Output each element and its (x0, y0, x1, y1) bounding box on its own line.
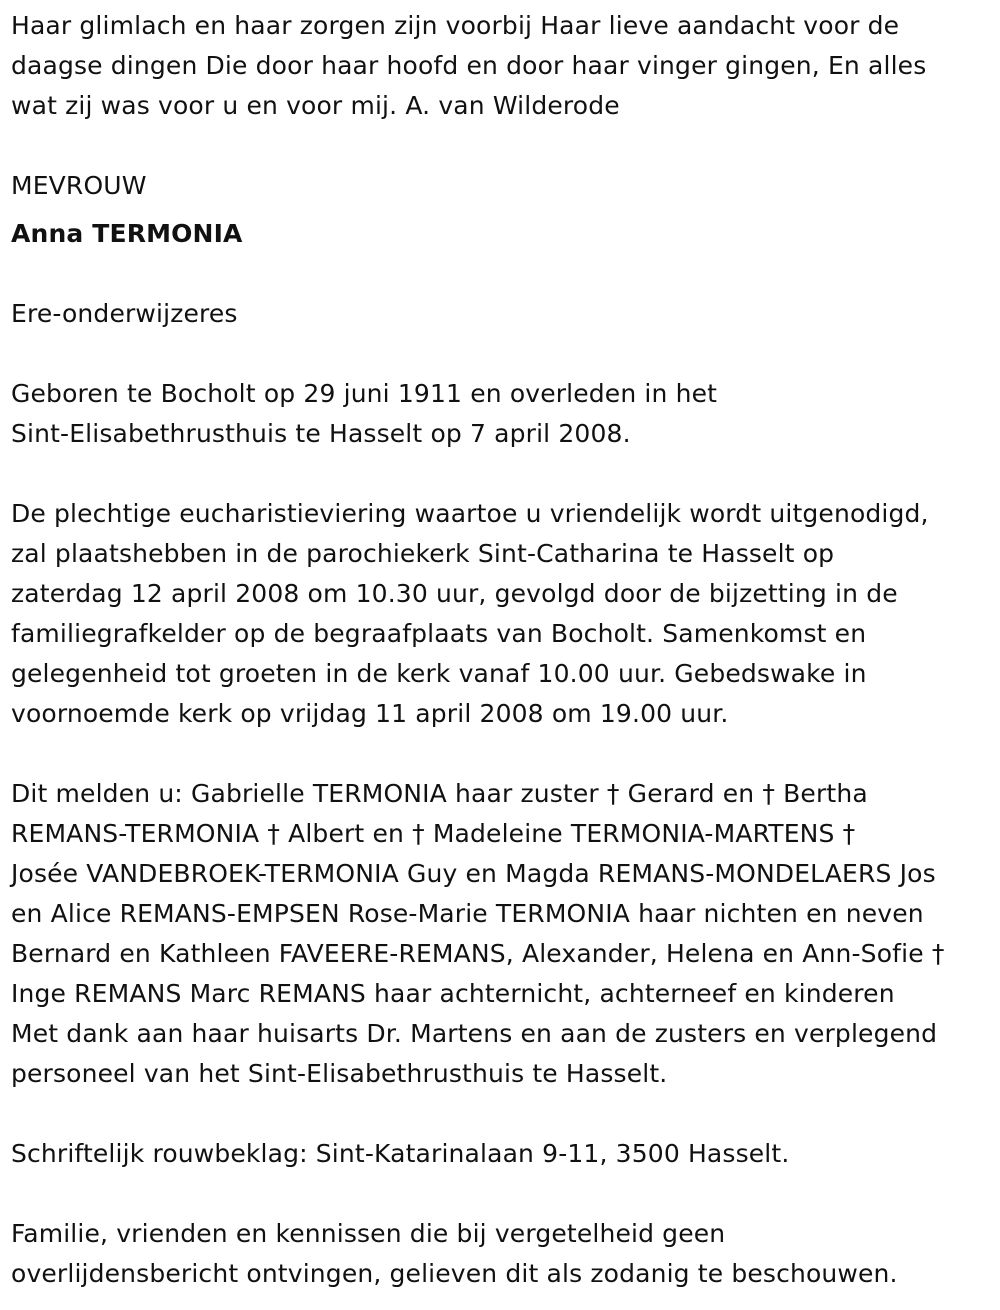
poem-line: daagse dingen Die door haar hoofd en door haar vinger gingen, En alles (11, 51, 927, 80)
poem-line: Haar glimlach en haar zorgen zijn voorbij Haar lieve aandacht voor de (11, 11, 900, 40)
ceremony-line: zal plaatshebben in de parochiekerk Sint-Catharina te Hasselt op (11, 539, 835, 568)
deceased-name: Anna TERMONIA (11, 219, 243, 248)
announcement-line: Inge REMANS Marc REMANS haar achternicht, achterneef en kinderen (11, 979, 895, 1008)
salutation: MEVROUW (11, 171, 147, 200)
announcement-line: REMANS-TERMONIA † Albert en † Madeleine TERMONIA-MARTENS † (11, 819, 856, 848)
announcement-line: personeel van het Sint-Elisabethrusthuis te Hasselt. (11, 1059, 668, 1088)
announcement-line: Bernard en Kathleen FAVEERE-REMANS, Alexander, Helena en Ann-Sofie † (11, 939, 945, 968)
ceremony-line: familiegrafkelder op de begraafplaats van Bocholt. Samenkomst en (11, 619, 867, 648)
birth-death-line: Sint-Elisabethrusthuis te Hasselt op 7 april 2008. (11, 419, 631, 448)
condolences-address: Schriftelijk rouwbeklag: Sint-Katarinalaan 9-11, 3500 Hasselt. (11, 1139, 790, 1168)
ceremony-line: De plechtige eucharistieviering waartoe u vriendelijk wordt uitgenodigd, (11, 499, 929, 528)
poem-paragraph (11, 6, 990, 126)
ceremony-line: voornoemde kerk op vrijdag 11 april 2008 om 19.00 uur. (11, 699, 729, 728)
ceremony-line: zaterdag 12 april 2008 om 10.30 uur, gevolgd door de bijzetting in de (11, 579, 898, 608)
closing-line: overlijdensbericht ontvingen, gelieven dit als zodanig te beschouwen. (11, 1259, 898, 1288)
announcement-paragraph (11, 774, 990, 1094)
poem-line: wat zij was voor u en voor mij. A. van Wilderode (11, 91, 620, 120)
announcement-line: Dit melden u: Gabrielle TERMONIA haar zuster † Gerard en † Bertha (11, 779, 868, 808)
announcement-line: Met dank aan haar huisarts Dr. Martens en aan de zusters en verplegend (11, 1019, 938, 1048)
ceremony-line: gelegenheid tot groeten in de kerk vanaf 10.00 uur. Gebedswake in (11, 659, 867, 688)
closing-line: Familie, vrienden en kennissen die bij vergetelheid geen (11, 1219, 726, 1248)
announcement-line: en Alice REMANS-EMPSEN Rose-Marie TERMONIA haar nichten en neven (11, 899, 924, 928)
deceased-title: Ere-onderwijzeres (11, 299, 238, 328)
ceremony-paragraph (11, 494, 990, 734)
birth-death-line: Geboren te Bocholt op 29 juni 1911 en overleden in het (11, 379, 718, 408)
birth-death-paragraph (11, 374, 990, 454)
announcement-line: Josée VANDEBROEK-TERMONIA Guy en Magda REMANS-MONDELAERS Jos (11, 859, 936, 888)
closing-paragraph (11, 1214, 990, 1294)
